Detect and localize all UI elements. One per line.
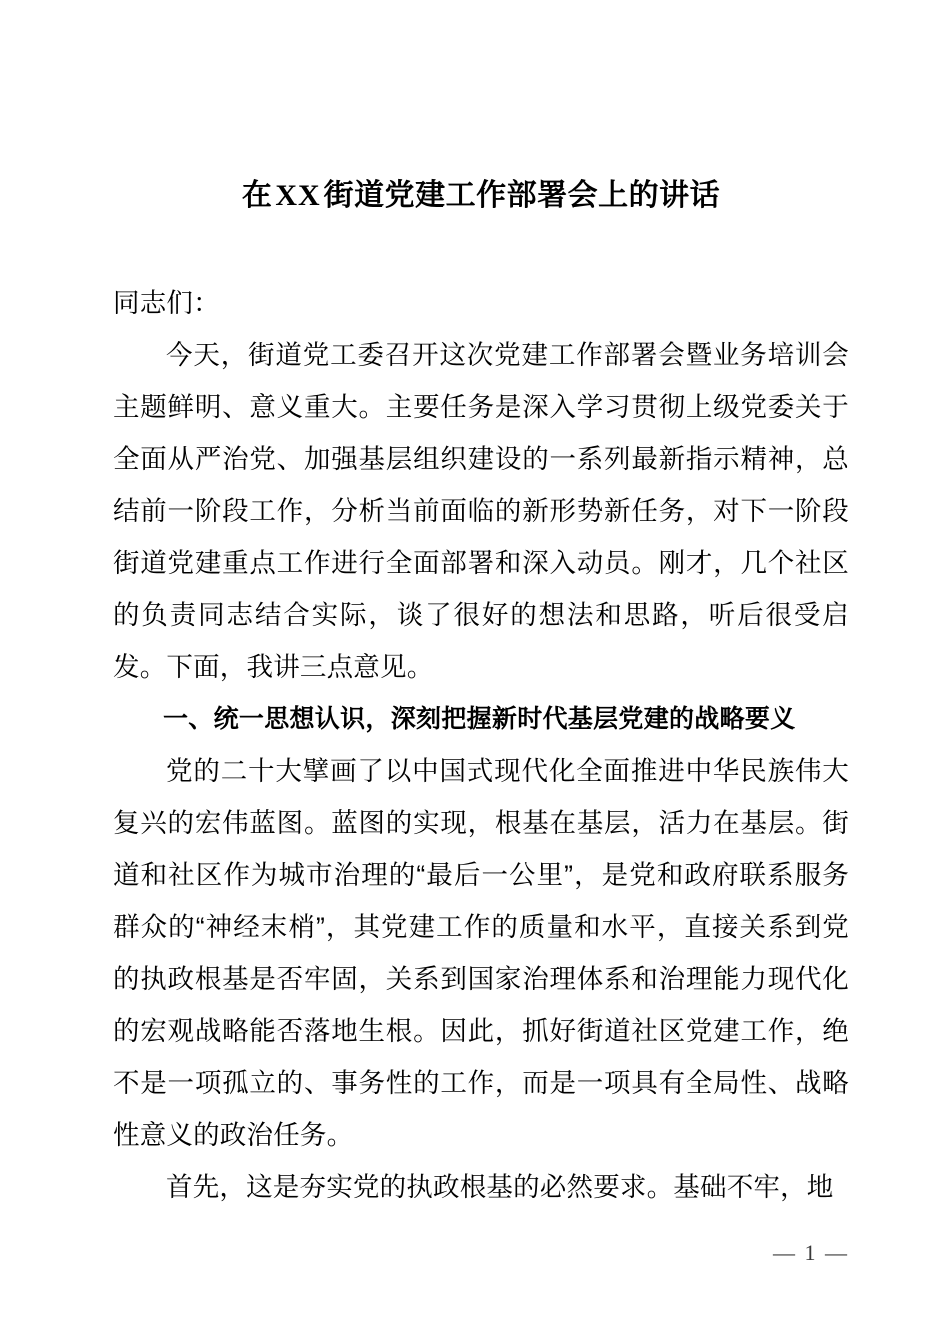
paragraph-strategic-significance: 党的二十大擘画了以中国式现代化全面推进中华民族伟大复兴的宏伟蓝图。蓝图的实现，根基在基层，活力在基层。街道和社区作为城市治理的“最后一公里”，是党和政府联系服务群众的“神经末梢”，其党建工作的质量和水平，直接关系到党的执政根基是否牢固，关系到国家治理体系和治理能力现代化的宏观战略能否落地生根。因此，抓好街道社区党建工作，绝不是一项孤立的、事务性的工作，而是一项具有全局性、战略性意义的政治任务。 [113, 755, 849, 1150]
paragraph-governing-foundation: 首先，这是夯实党的执政根基的必然要求。基础不牢，地 [166, 1171, 834, 1202]
page-title [113, 0, 849, 217]
salutation: 同志们： [113, 287, 220, 318]
paragraph-opening-remarks: 今天，街道党工委召开这次党建工作部署会暨业务培训会主题鲜明、意义重大。主要任务是深入学习贯彻上级党委关于全面从严治党、加强基层组织建设的一系列最新指示精神，总结前一阶段工作，分析当前面临的新形势新任务，对下一阶段街道党建重点工作进行全面部署和深入动员。刚才，几个社区的负责同志结合实际，谈了很好的想法和思路，听后很受启发。下面，我讲三点意见。 [113, 339, 849, 682]
section-heading-one: 一、统一思想认识，深刻把握新时代基层党建的战略要义 [163, 704, 796, 733]
page-number-footer: — 1 — [773, 1240, 849, 1265]
page-title-placeholder-xx: XX [275, 179, 321, 212]
page-title-suffix: 街道党建工作部署会上的讲话 [323, 179, 721, 212]
document-body [113, 0, 849, 1213]
page-title-prefix: 在 [241, 179, 273, 212]
